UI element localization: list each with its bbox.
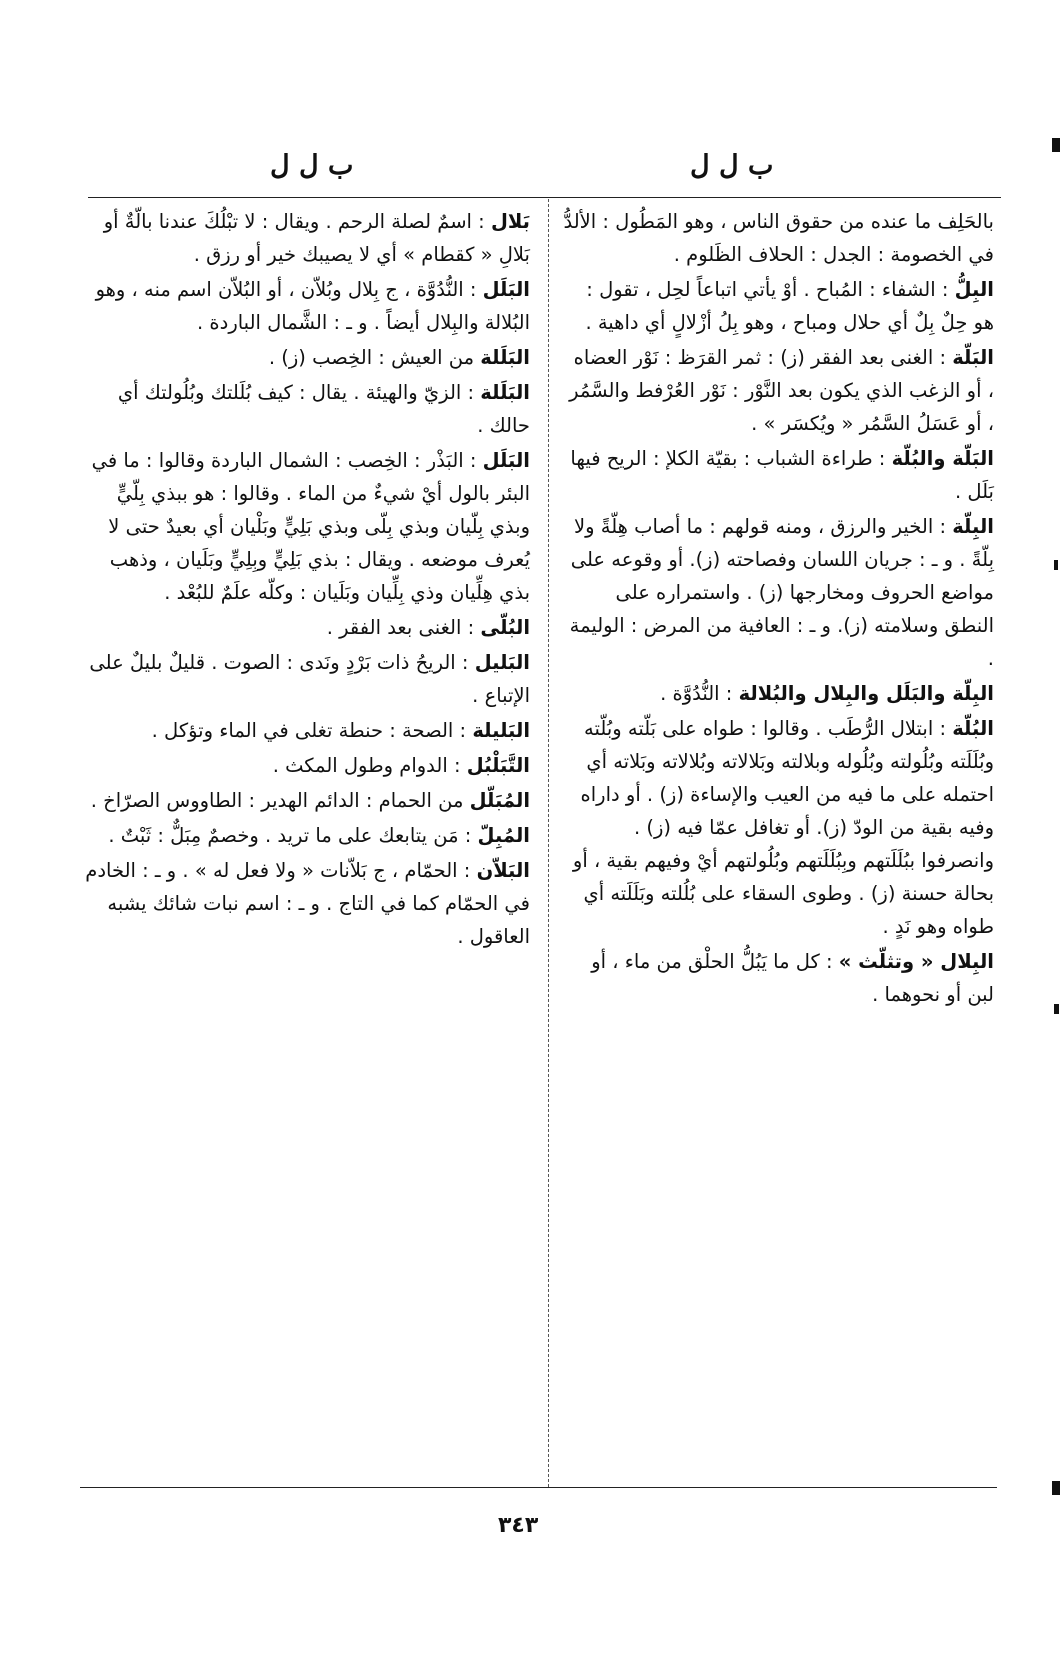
dictionary-entry (82, 273, 530, 339)
entry-headword: المُبَلّل (469, 789, 530, 812)
top-rule (88, 197, 1001, 198)
dictionary-entry (562, 205, 994, 271)
entry-headword: البَلَل (482, 449, 530, 472)
entry-headword: البِلُّ (954, 278, 994, 301)
entry-headword: البَليل (474, 651, 530, 674)
page-number: ٣٤٣ (498, 1513, 539, 1538)
edge-mark-top (1052, 138, 1060, 152)
dictionary-entry (562, 341, 994, 440)
entry-definition: : الخير والرزق ، ومنه قولهم : ما أصاب هِلّةً ولا بِلّةً . و ـ : جريان اللسان وفصاحته (ز). أو وقوعه على مواضع الحروف ومخارجها (ز) . واستمراره على النطق وسلامته (ز). و ـ : العافية من المرض : الوليمة . (569, 515, 994, 670)
entry-definition: : اسمٌ لصلة الرحم . ويقال : لا تبْلُكَ عندنا بالّةٌ أو بَلالِ « كقطام » أي لا يصيبك خير أو رزق . (103, 210, 530, 266)
dictionary-entry (82, 646, 530, 712)
bottom-rule (80, 1487, 997, 1488)
entry-definition: : الزيّ والهيئة . يقال : كيف بُلَلتك وبُلُولتك أي حالك . (117, 381, 530, 437)
entry-definition: : الدوام وطول المكث . (272, 754, 461, 777)
dictionary-entry (82, 341, 530, 374)
entry-headword: المُبِلّ (477, 824, 530, 847)
dictionary-entry (82, 749, 530, 782)
entry-headword: البَلّة والبُلّة (891, 447, 994, 470)
entry-headword: البِلّة (952, 515, 994, 538)
entry-headword: البِلال « وتثلّث » (838, 950, 994, 973)
dictionary-entry (562, 273, 994, 339)
dictionary-entry (82, 205, 530, 271)
dictionary-entry (82, 376, 530, 442)
dictionary-entry (562, 945, 994, 1011)
edge-mark-mid (1054, 560, 1058, 570)
dictionary-entry (82, 444, 530, 609)
dictionary-entry (82, 819, 530, 852)
entry-definition: : الريحُ ذات بَرْدٍ ونَدى : الصوت . قليلٌ بليلٌ على الإتباع . (89, 651, 530, 707)
entry-headword: البِلّة والبَلَل والبِلال والبُلالة (738, 682, 994, 705)
entry-headword: البُلّى (480, 616, 530, 639)
entry-headword: بَلال (490, 210, 530, 233)
entry-definition: : ابتلال الرُّطَب . وقالوا : طواه على بَلّته وبُلّته وبُلَلَته وبُلُولته وبُلُوله وبلالته وبَلالاته وبُلالاته وبَلاته أي احتمله على ما فيه من العيب والإساءة (ز) . أو داراه وفيه بقية من الودّ (ز). أو تغافل عمّا فيه (ز) . وانصرفوا ببُلَلَتهم وبِبُلَلَتهم وبُلُولتهم أيْ وفيهم بقية ، أو بحالة حسنة (ز) . وطوى السقاء على بُلُلته وبَلَلَته أي طواه وهو نَدٍ . (572, 717, 994, 938)
entry-definition: : الغنى بعد الفقر (ز) : ثمر القرَظ : نَوْر العضاه ، أو الزغب الذي يكون بعد النَّوْر : نَوْر العُرْفط والسَّمُر ، أو عَسَلُ السَّمُر « ويُكسَر » . (569, 346, 994, 435)
dictionary-entry (562, 442, 994, 508)
left-column (82, 205, 530, 955)
dictionary-entry (562, 677, 994, 710)
right-column (562, 205, 994, 1013)
edge-mark-lower (1054, 1004, 1059, 1014)
entry-headword: البُلّة (952, 717, 994, 740)
entry-headword: البَلَلة (480, 381, 530, 404)
entry-definition: من الحمام : الدائم الهدير : الطاووس الصرّاخ . (90, 789, 464, 812)
entry-headword: البَليلة (472, 719, 530, 742)
entry-definition: : الغنى بعد الفقر . (326, 616, 475, 639)
entry-definition: : الحمّام ، ج بَلاّنات « ولا فعل له » . و ـ : الخادم في الحمّام كما في التاج . و ـ : اسم نبات شائك يشبه العاقول . (85, 859, 530, 948)
dictionary-entry (82, 714, 530, 747)
entry-definition: : كل ما يَبُلُّ الحلْق من ماء ، أو لبن أو نحوهما . (591, 950, 994, 1006)
entry-definition: : طراءة الشباب : بقيّة الكلإ : الريح فيها بَلَل . (570, 447, 994, 503)
entry-headword: التَّبَلْبُل (466, 754, 530, 777)
entry-definition: : الصحة : حنطة تغلى في الماء وتؤكل . (151, 719, 467, 742)
entry-headword: البَلّة (952, 346, 994, 369)
dictionary-entry (562, 712, 994, 943)
dictionary-entry (82, 784, 530, 817)
entry-definition: : النُّدُوَّة . (660, 682, 733, 705)
entry-definition: من العيش : الخِصب (ز) . (268, 346, 475, 369)
entry-definition: : النُّدُوَّة ، ج بِلال وبُلاّن ، أو البُلاّن اسم منه ، وهو البُلالة والبِلال أيضاً . و ـ : الشَّمال الباردة . (95, 278, 530, 334)
entry-headword: البَلاّن (476, 859, 530, 882)
entry-definition: : مَن يتابعك على ما تريد . وخصمٌ مِبَلٌّ : ثَبْتٌ . (108, 824, 472, 847)
dictionary-entry (82, 854, 530, 953)
running-head-left: ب ل ل (270, 150, 354, 181)
column-divider (548, 199, 549, 1487)
entry-headword: البَلَلة (480, 346, 530, 369)
entry-definition: بالحَلِف ما عنده من حقوق الناس ، وهو المَطُول : الألدُّ في الخصومة : الجدل : الحلاف الظَلوم . (563, 210, 994, 266)
entry-definition: : الشفاء : المُباح . أوْ يأتي اتباعاً لحِل ، تقول : هو حِلٌ بِلٌ أي حلال ومباح ، وهو بِلُ أزْلالٍ أي داهية . (585, 278, 994, 334)
dictionary-entry (562, 510, 994, 675)
running-head-right: ب ل ل (690, 150, 774, 181)
edge-mark-bottom (1052, 1481, 1060, 1495)
dictionary-entry (82, 611, 530, 644)
entry-headword: البَلَل (482, 278, 530, 301)
entry-definition: : البَذْر : الخِصب : الشمال الباردة وقالوا : ما في البئر بالول أيْ شيءٌ من الماء . وقالوا : هو ببذي بِلّيٍّ وبذي بِلّيان وبذي بِلّى وبذي بَلِيٍّ وبَلْيان أي بعيدٌ حتى لا يُعرف موضعه . ويقال : بذي بَلِيٍّ وبِلِيٍّ وبَلَيان ، وذهب بذي هِلِّيان وذي بِلِّيان وبَلَيان : وكلّه علَمٌ للبُعْد . (91, 449, 530, 604)
